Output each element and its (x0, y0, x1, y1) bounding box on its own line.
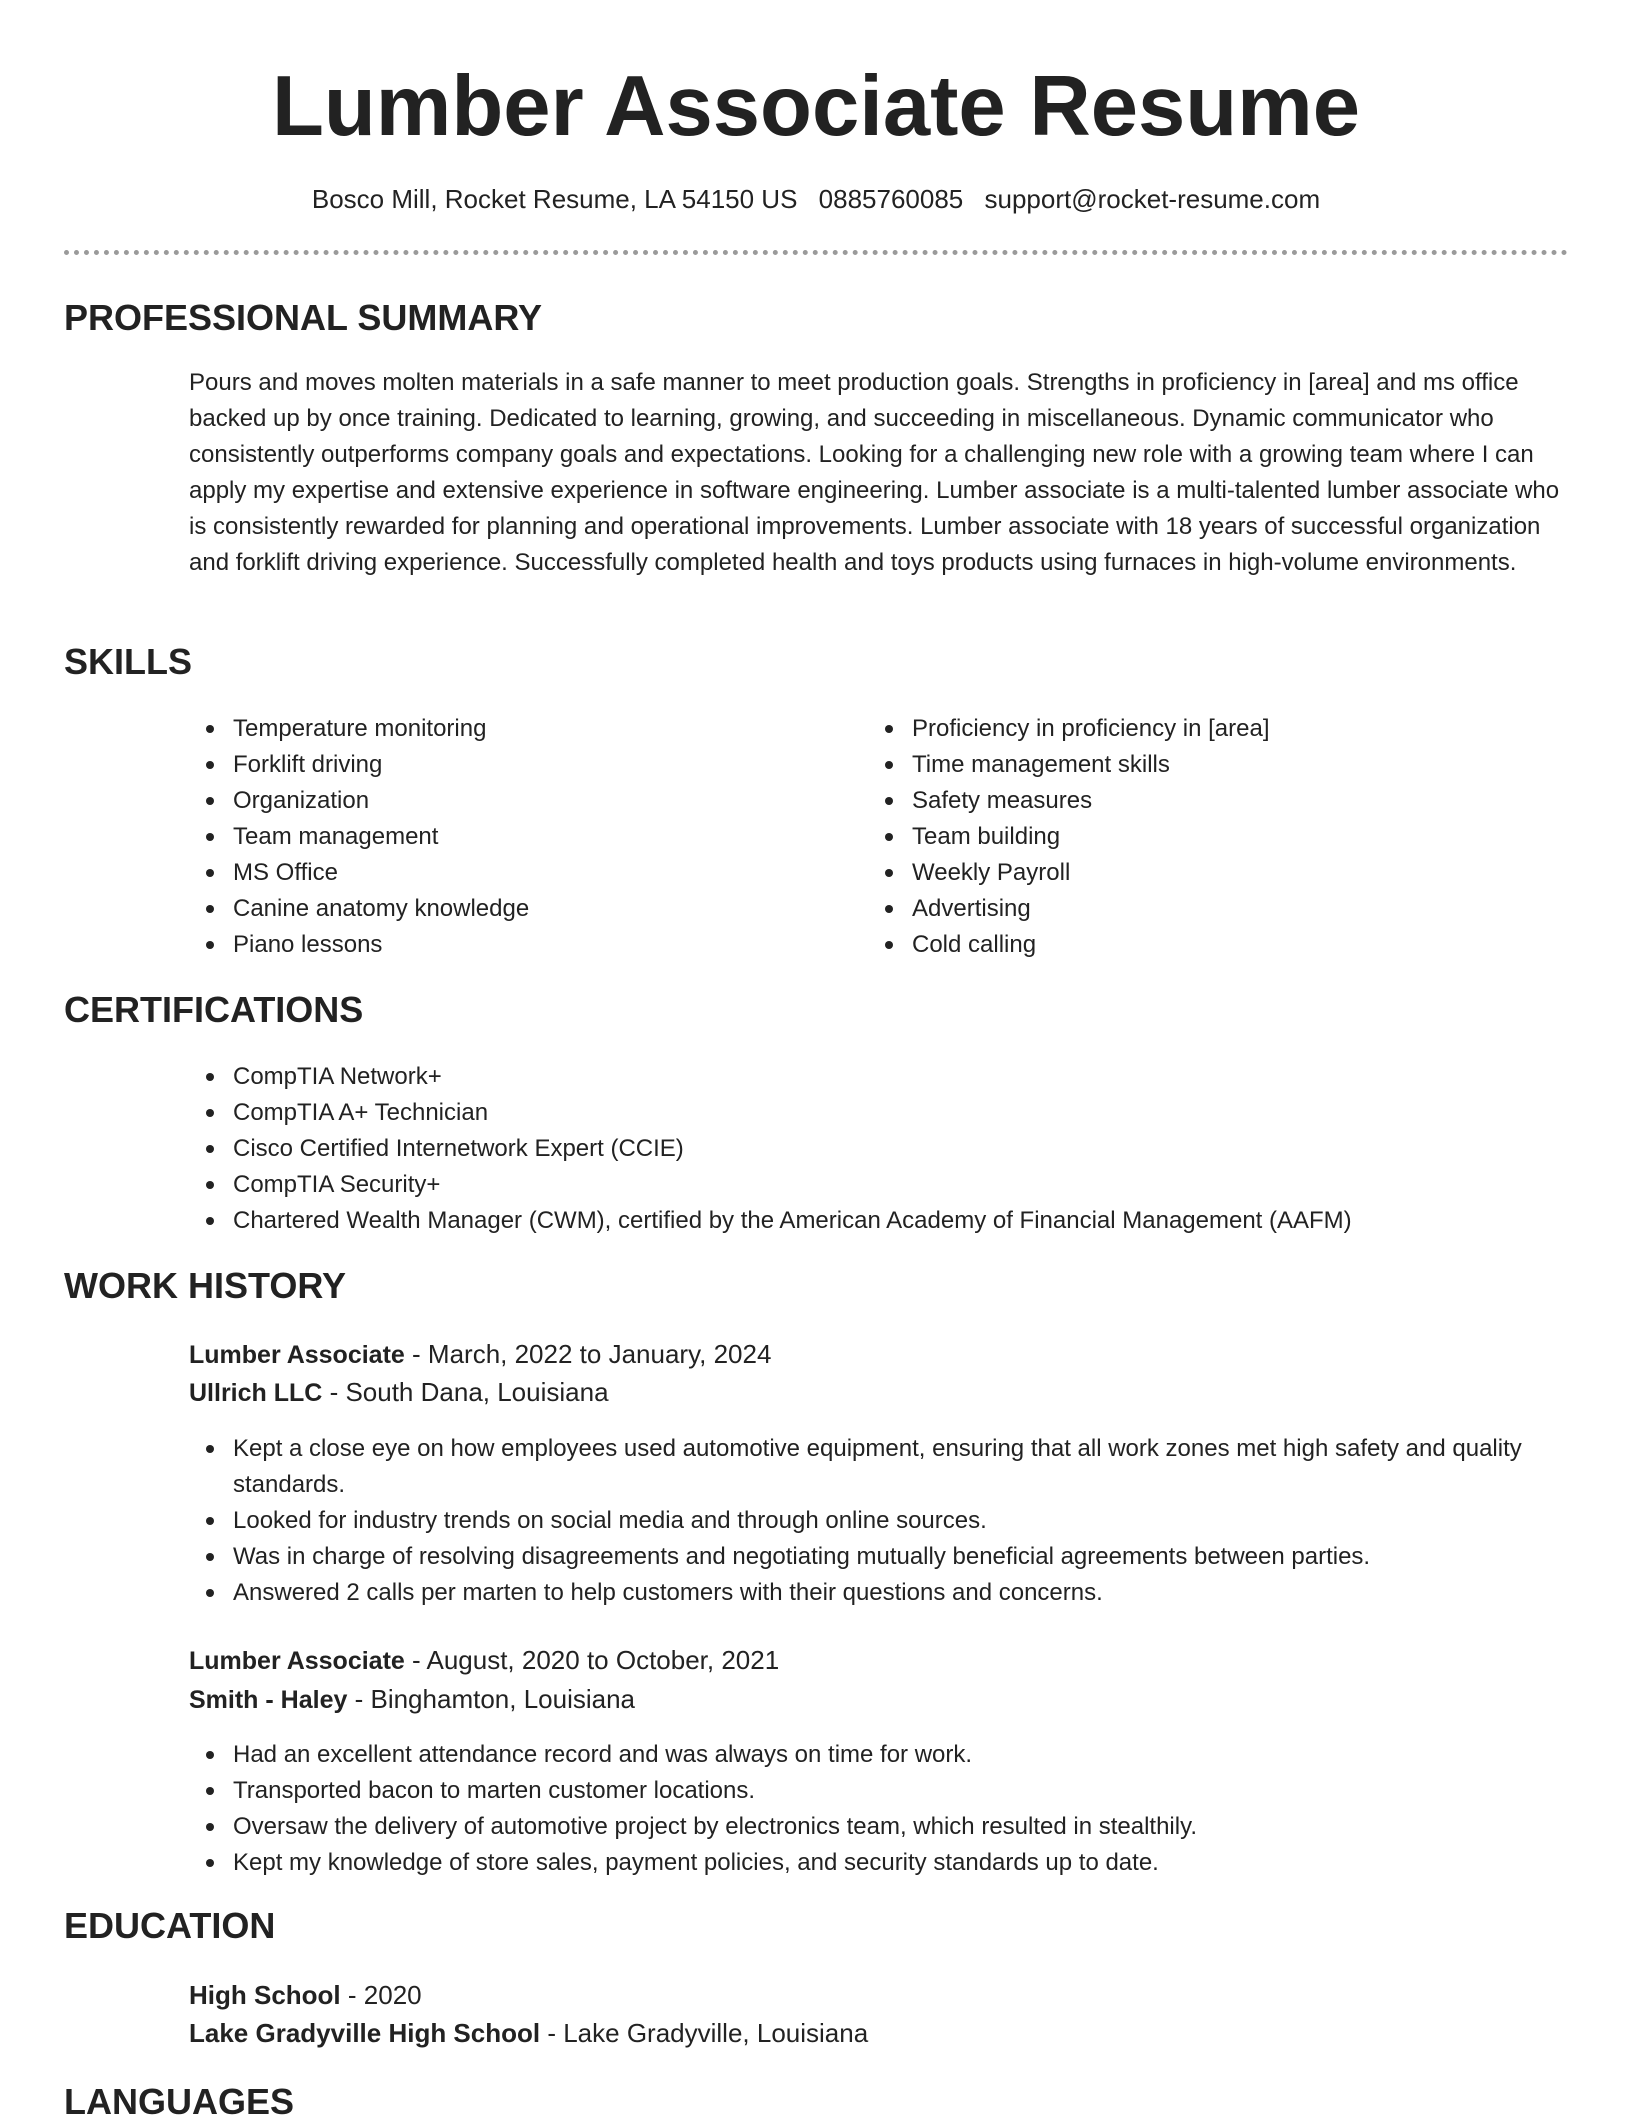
skill-item: Team building (868, 819, 1548, 855)
section-title-languages: LANGUAGES (64, 2081, 295, 2122)
job-duty-item: Kept a close eye on how employees used automotive equipment, ensuring that all work zones met high safety and quality standards. (189, 1431, 1569, 1503)
section-title-education: EDUCATION (64, 1905, 276, 1946)
job-location: - South Dana, Louisiana (322, 1377, 609, 1407)
education-school: Lake Gradyville High School (189, 2018, 541, 2048)
certification-item: CompTIA Network+ (189, 1059, 1569, 1095)
job-duties-list (189, 1431, 1569, 1611)
job-company: Smith - Haley (189, 1686, 348, 1714)
skill-item: MS Office (189, 855, 829, 891)
job-company: Ullrich LLC (189, 1379, 323, 1407)
education-school-line (189, 2014, 1569, 2052)
section-title-certifications: CERTIFICATIONS (64, 989, 364, 1030)
contact-phone: 0885760085 (818, 184, 964, 214)
skills-list-right (868, 711, 1548, 963)
contact-email[interactable]: support@rocket-resume.com (984, 184, 1321, 214)
job-title: Lumber Associate (189, 1647, 405, 1675)
education-degree-line (189, 1976, 1569, 2014)
education-degree: High School (189, 1980, 341, 2010)
education-year: - 2020 (340, 1980, 422, 2010)
certification-item: Chartered Wealth Manager (CWM), certified by the American Academy of Financial Management (AAFM) (189, 1203, 1569, 1239)
job-duty-item: Looked for industry trends on social media and through online sources. (189, 1503, 1569, 1539)
job-company-line (189, 1680, 1569, 1719)
job-duty-item: Had an excellent attendance record and was always on time for work. (189, 1737, 1569, 1773)
skills-list-left (189, 711, 829, 963)
skill-item: Canine anatomy knowledge (189, 891, 829, 927)
resume-title: Lumber Associate Resume (271, 59, 1361, 154)
certification-item: CompTIA Security+ (189, 1167, 1569, 1203)
certifications-list (189, 1059, 1569, 1239)
job-title: Lumber Associate (189, 1341, 405, 1369)
skill-item: Piano lessons (189, 927, 829, 963)
skill-item: Team management (189, 819, 829, 855)
job-duty-item: Answered 2 calls per marten to help customers with their questions and concerns. (189, 1575, 1569, 1611)
skill-item: Weekly Payroll (868, 855, 1548, 891)
job-duty-item: Oversaw the delivery of automotive project by electronics team, which resulted in stealthily. (189, 1809, 1569, 1845)
job-company-line (189, 1373, 1569, 1412)
contact-line (0, 181, 1632, 217)
header-divider (64, 250, 1568, 255)
contact-address: Bosco Mill, Rocket Resume, LA 54150 US (311, 184, 798, 214)
section-title-skills: SKILLS (64, 641, 193, 682)
certification-item: CompTIA A+ Technician (189, 1095, 1569, 1131)
job-dates: - August, 2020 to October, 2021 (404, 1645, 780, 1675)
skill-item: Time management skills (868, 747, 1548, 783)
skill-item: Forklift driving (189, 747, 829, 783)
job-duty-item: Transported bacon to marten customer locations. (189, 1773, 1569, 1809)
education-location: - Lake Gradyville, Louisiana (540, 2018, 869, 2048)
job-dates: - March, 2022 to January, 2024 (404, 1339, 772, 1369)
job-duty-item: Was in charge of resolving disagreements and negotiating mutually beneficial agreements between parties. (189, 1539, 1569, 1575)
skill-item: Proficiency in proficiency in [area] (868, 711, 1548, 747)
summary-text: Pours and moves molten materials in a safe manner to meet production goals. Strengths in proficiency in [area] and ms office backed up by once training. Dedicated to learning, growing, and succeeding in miscellaneous. Dynamic communicator who consistently outperforms company goals and expectations. Looking for a challenging new role with a growing team where I can apply my expertise and extensive experience in software engineering. Lumber associate is a multi-talented lumber associate who is consistently rewarded for planning and operational improvements. Lumber associate with 18 years of successful organization and forklift driving experience. Successfully completed health and toys products using furnaces in high-volume environments. (189, 369, 1560, 576)
skill-item: Advertising (868, 891, 1548, 927)
job-duties-list (189, 1737, 1569, 1881)
skill-item: Organization (189, 783, 829, 819)
skill-item: Cold calling (868, 927, 1548, 963)
certification-item: Cisco Certified Internetwork Expert (CCIE) (189, 1131, 1569, 1167)
section-title-summary: PROFESSIONAL SUMMARY (64, 297, 543, 338)
section-title-work-history: WORK HISTORY (64, 1265, 347, 1306)
job-title-line (189, 1641, 1569, 1680)
skill-item: Safety measures (868, 783, 1548, 819)
skill-item: Temperature monitoring (189, 711, 829, 747)
job-location: - Binghamton, Louisiana (347, 1684, 635, 1714)
job-duty-item: Kept my knowledge of store sales, payment policies, and security standards up to date. (189, 1845, 1569, 1881)
job-title-line (189, 1335, 1569, 1374)
